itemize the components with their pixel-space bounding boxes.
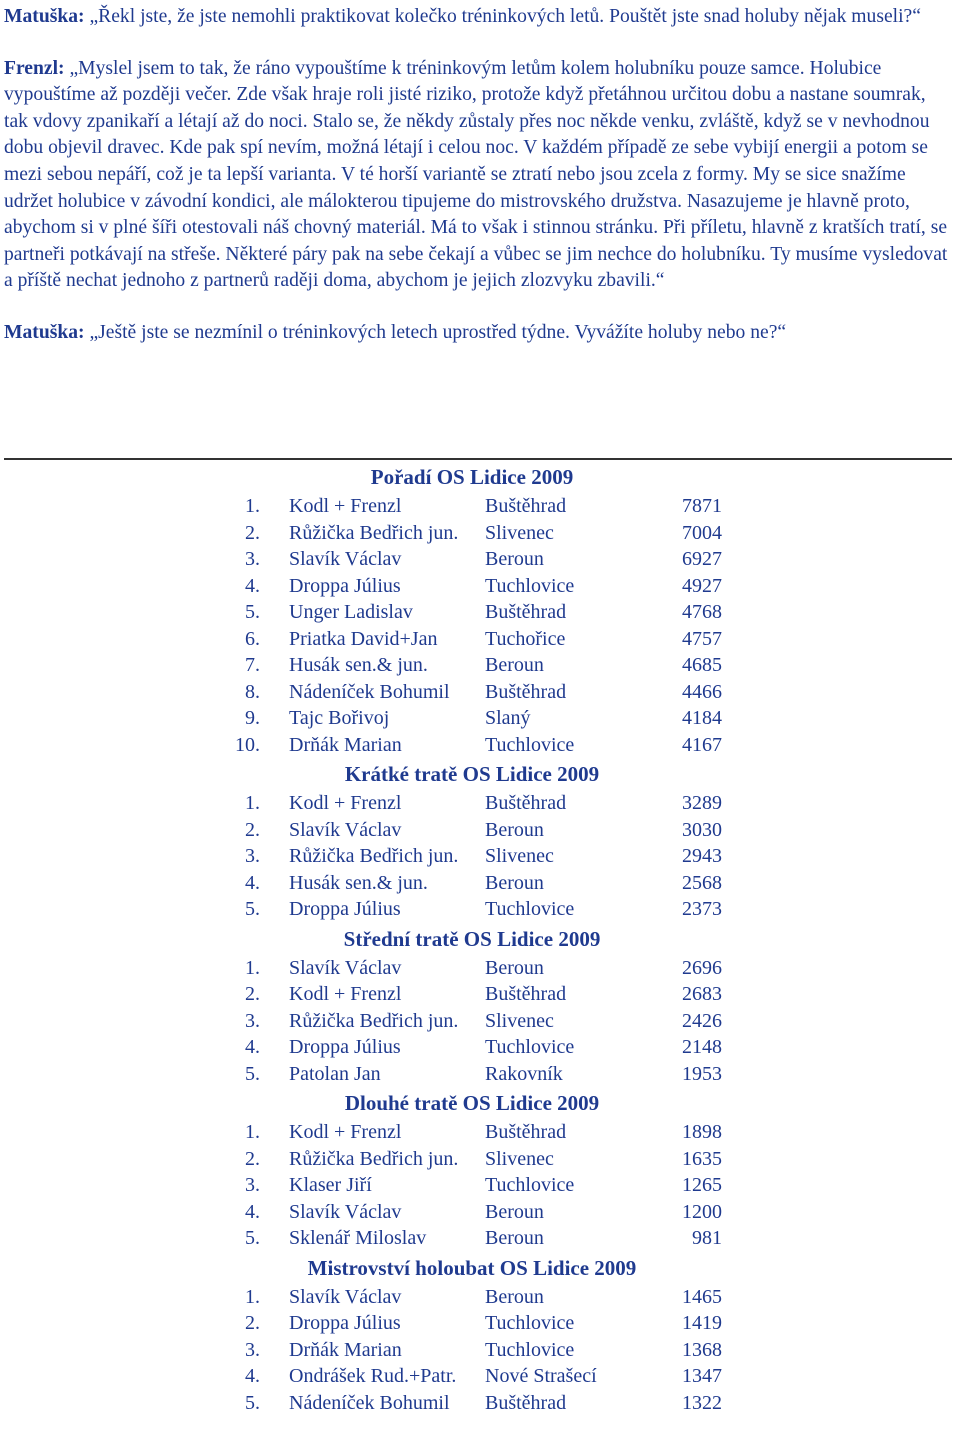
rank-cell: 2. [245, 1312, 260, 1334]
section-title: Dlouhé tratě OS Lidice 2009 [344, 1091, 600, 1115]
rank-cell: 9. [245, 707, 260, 729]
rank-cell: 5. [245, 1227, 260, 1249]
table-row [0, 493, 960, 520]
rank-cell: 4. [245, 1200, 260, 1223]
name-cell: Kodl + Frenzl [289, 983, 402, 1005]
points-cell: 2683 [682, 983, 722, 1005]
town-cell: Tuchlovice [485, 733, 575, 756]
rank-cell: 10. [235, 733, 260, 756]
points-cell: 2373 [682, 898, 722, 920]
points-cell: 3030 [682, 818, 722, 841]
rank-cell: 2. [245, 983, 260, 1005]
rank-cell: 5. [245, 898, 260, 920]
points-cell: 1265 [682, 1174, 722, 1196]
rank-cell: 8. [245, 680, 260, 703]
points-cell: 4685 [682, 654, 722, 676]
town-cell: Tuchlovice [485, 1338, 575, 1361]
name-cell: Droppa Július [289, 1312, 401, 1334]
points-cell: 981 [692, 1227, 722, 1249]
rank-cell: 1. [245, 1121, 260, 1143]
rank-cell: 7. [245, 654, 260, 676]
rank-cell: 2. [245, 521, 260, 544]
paragraph-text: „Řekl jste, že jste nemohli praktikovat kolečko tréninkových letů. Pouštět jste snad holuby nějak museli?“ [89, 6, 921, 27]
points-cell: 2568 [682, 871, 722, 894]
horizontal-divider [4, 458, 952, 460]
name-cell: Slavík Václav [289, 1200, 402, 1223]
table-row [0, 981, 960, 1008]
name-cell: Priatka David+Jan [289, 627, 438, 650]
points-cell: 2696 [682, 956, 722, 979]
rank-cell: 1. [245, 495, 260, 517]
name-cell: Sklenář Miloslav [289, 1227, 427, 1249]
name-cell: Nádeníček Bohumil [289, 1391, 450, 1414]
table-row [0, 1337, 960, 1364]
section-title: Střední tratě OS Lidice 2009 [343, 926, 601, 951]
points-cell: 7004 [682, 521, 722, 544]
speaker-label: Matuška: [4, 321, 85, 343]
town-cell: Slivenec [485, 1147, 554, 1170]
town-cell: Tuchlovice [485, 1174, 575, 1196]
name-cell: Drňák Marian [289, 1338, 402, 1361]
rank-cell: 5. [245, 601, 260, 623]
rank-cell: 3. [245, 548, 260, 570]
town-cell: Tuchlovice [485, 1036, 575, 1058]
rank-cell: 5. [245, 1391, 260, 1414]
points-cell: 1898 [682, 1121, 722, 1143]
town-cell: Beroun [485, 1200, 544, 1223]
rank-cell: 1. [245, 1285, 260, 1308]
town-cell: Buštěhrad [485, 1121, 567, 1143]
name-cell: Unger Ladislav [289, 601, 413, 623]
town-cell: Nové Strašecí [485, 1365, 597, 1387]
rank-cell: 1. [245, 956, 260, 979]
town-cell: Slivenec [485, 1009, 554, 1032]
table-row [0, 705, 960, 732]
name-cell: Tajc Bořivoj [289, 707, 390, 729]
rank-cell: 2. [245, 818, 260, 841]
town-cell: Tuchlovice [485, 1312, 575, 1334]
table-row [0, 790, 960, 817]
points-cell: 1419 [682, 1312, 722, 1334]
points-cell: 4757 [682, 627, 722, 650]
points-cell: 2943 [682, 845, 722, 867]
name-cell: Slavík Václav [289, 818, 402, 841]
name-cell: Slavík Václav [289, 956, 402, 979]
name-cell: Ondrášek Rud.+Patr. [289, 1365, 457, 1387]
points-cell: 7871 [682, 495, 722, 517]
rank-cell: 3. [245, 845, 260, 867]
rank-cell: 3. [245, 1338, 260, 1361]
table-row [0, 652, 960, 679]
points-cell: 4768 [682, 601, 722, 623]
points-cell: 1322 [682, 1391, 722, 1414]
table-row [0, 870, 960, 897]
points-cell: 1953 [682, 1062, 722, 1085]
interview-paragraph [4, 320, 952, 347]
rank-cell: 3. [245, 1009, 260, 1032]
points-cell: 2148 [682, 1036, 722, 1058]
table-row [0, 817, 960, 844]
town-cell: Beroun [485, 818, 544, 841]
table-row [0, 1225, 960, 1252]
town-cell: Buštěhrad [485, 680, 567, 703]
name-cell: Kodl + Frenzl [289, 792, 402, 814]
section-title: Pořadí OS Lidice 2009 [370, 465, 574, 489]
town-cell: Buštěhrad [485, 601, 567, 623]
table-row [0, 955, 960, 982]
interview-paragraph [4, 56, 952, 295]
rank-cell: 4. [245, 1365, 260, 1387]
town-cell: Buštěhrad [485, 1391, 567, 1414]
interview-text [4, 4, 952, 372]
rank-cell: 5. [245, 1062, 260, 1085]
points-cell: 1347 [682, 1365, 722, 1387]
town-cell: Slivenec [485, 845, 554, 867]
points-cell: 1368 [682, 1338, 722, 1361]
rank-cell: 4. [245, 574, 260, 597]
table-row [0, 843, 960, 870]
table-row [0, 732, 960, 759]
town-cell: Buštěhrad [485, 983, 567, 1005]
speaker-label: Matuška: [4, 6, 85, 27]
rank-cell: 3. [245, 1174, 260, 1196]
points-cell: 6927 [682, 548, 722, 570]
name-cell: Růžička Bedřich jun. [289, 1009, 459, 1032]
points-cell: 4466 [682, 680, 722, 703]
town-cell: Rakovník [485, 1062, 563, 1085]
name-cell: Slavík Václav [289, 1285, 402, 1308]
rank-cell: 4. [245, 871, 260, 894]
name-cell: Drňák Marian [289, 733, 402, 756]
table-row [0, 520, 960, 547]
section-title: Mistrovství holoubat OS Lidice 2009 [307, 1255, 637, 1280]
town-cell: Beroun [485, 1285, 544, 1308]
name-cell: Nádeníček Bohumil [289, 680, 450, 703]
town-cell: Tuchlovice [485, 898, 575, 920]
town-cell: Buštěhrad [485, 495, 567, 517]
town-cell: Beroun [485, 871, 544, 894]
table-row [0, 599, 960, 626]
table-row [0, 896, 960, 923]
paragraph-text: „Ještě jste se nezmínil o tréninkových letech uprostřed týdne. Vyvážíte holuby nebo ne?“ [89, 321, 787, 343]
town-cell: Beroun [485, 548, 544, 570]
section-title: Krátké tratě OS Lidice 2009 [344, 762, 600, 786]
speaker-label: Frenzl: [4, 57, 65, 79]
town-cell: Tuchlovice [485, 574, 575, 597]
rank-cell: 1. [245, 792, 260, 814]
name-cell: Růžička Bedřich jun. [289, 845, 459, 867]
table-row [0, 1061, 960, 1088]
town-cell: Slivenec [485, 521, 554, 544]
town-cell: Tuchořice [485, 627, 566, 650]
name-cell: Růžička Bedřich jun. [289, 1147, 459, 1170]
table-row [0, 1119, 960, 1146]
table-row [0, 1390, 960, 1417]
town-cell: Beroun [485, 1227, 544, 1249]
rank-cell: 6. [245, 627, 260, 650]
name-cell: Klaser Jiří [289, 1174, 372, 1196]
points-cell: 1465 [682, 1285, 722, 1308]
rank-cell: 2. [245, 1147, 260, 1170]
table-row [0, 546, 960, 573]
table-row [0, 1310, 960, 1337]
points-cell: 1635 [682, 1147, 722, 1170]
name-cell: Slavík Václav [289, 548, 402, 570]
table-row [0, 1199, 960, 1226]
points-cell: 3289 [682, 792, 722, 814]
town-cell: Beroun [485, 654, 544, 676]
town-cell: Buštěhrad [485, 792, 567, 814]
name-cell: Droppa Július [289, 1036, 401, 1058]
table-row [0, 626, 960, 653]
town-cell: Beroun [485, 956, 544, 979]
name-cell: Patolan Jan [289, 1062, 381, 1085]
name-cell: Husák sen.& jun. [289, 871, 428, 894]
points-cell: 1200 [682, 1200, 722, 1223]
results-tables [0, 461, 960, 1416]
points-cell: 4927 [682, 574, 722, 597]
points-cell: 4184 [682, 707, 722, 729]
name-cell: Kodl + Frenzl [289, 1121, 402, 1143]
table-row [0, 1008, 960, 1035]
table-row [0, 1146, 960, 1173]
points-cell: 4167 [682, 733, 722, 756]
name-cell: Kodl + Frenzl [289, 495, 402, 517]
points-cell: 2426 [682, 1009, 722, 1032]
table-row [0, 1363, 960, 1390]
paragraph-text: „Myslel jsem to tak, že ráno vypouštíme k tréninkovým letům kolem holubníku pouze samce. Holubice vypouštíme až později večer. Zde však hraje roli jisté riziko, protože když přetáhnou určitou dobu a nastane soumrak, tak vdovy zpanikaří a létají až do noci. Stalo se, že někdy zůstaly přes noc někde venku, zvláště, když se v nevhodnou dobu objevil dravec. Kde pak spí nevím, možná létají i celou noc. V každém případě ze sebe vybijí energii a potom se mezi sebou nepáří, což je ta lepší varianta. V té horší variantě se ztratí nebo jsou zcela z formy. My se sice snažíme udržet holubice v závodní kondici, ale málokterou tipujeme do mistrovského družstva. Nasazujeme je hlavně proto, abychom si v plné šíři otestovali náš chovný materiál. Má to však i stinnou stránku. Při příletu, hlavně z kratších tratí, se partneři potkávají na střeše. Některé páry pak na sebe čekají a vůbec se jim nechce do holubníku. Ty musíme vysledovat a příště nechat jednoho z partnerů raději doma, abychom je jejich zlozvyku zbavili.“ [4, 57, 948, 292]
table-row [0, 573, 960, 600]
name-cell: Droppa Július [289, 898, 401, 920]
name-cell: Droppa Július [289, 574, 401, 597]
interview-paragraph [4, 4, 952, 31]
table-row [0, 1284, 960, 1311]
rank-cell: 4. [245, 1036, 260, 1058]
table-row [0, 679, 960, 706]
name-cell: Husák sen.& jun. [289, 654, 428, 676]
table-row [0, 1172, 960, 1199]
table-row [0, 1034, 960, 1061]
name-cell: Růžička Bedřich jun. [289, 521, 459, 544]
town-cell: Slaný [485, 707, 531, 729]
